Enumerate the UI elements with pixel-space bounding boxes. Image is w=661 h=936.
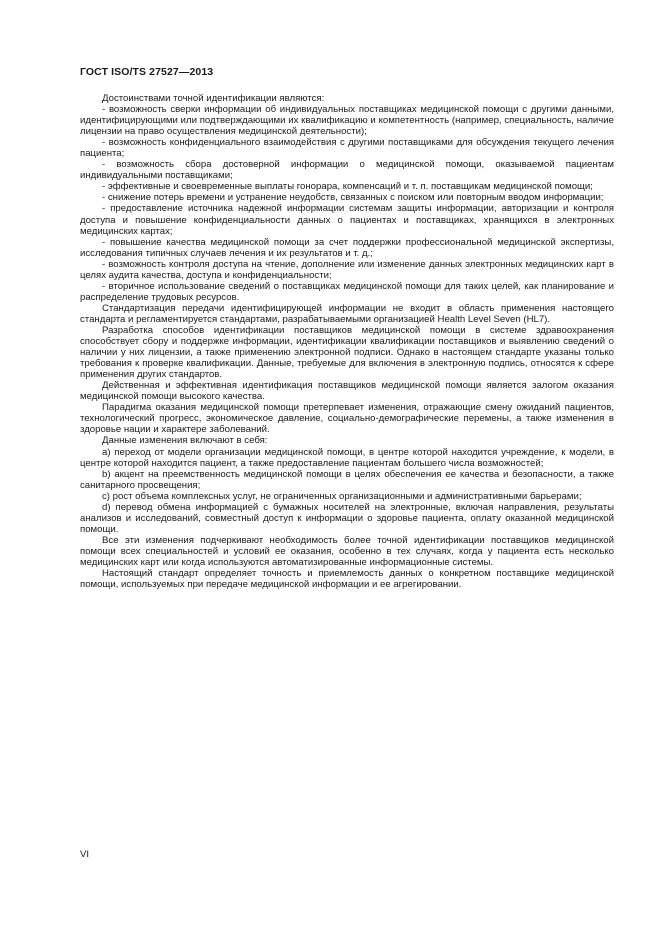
paragraph: - возможность сверки информации об индивидуальных поставщиках медицинской помощи с другими данными, идентифицирующими или подтверждающими их квалификацию и компетентность (например, специальность, наличие лицензии на право осуществления медицинской деятельности); [80,104,614,138]
paragraph: - вторичное использование сведений о поставщиках медицинской помощи для таких целей, как планирование и распределение трудовых ресурсов. [80,280,614,303]
paragraph: Данные изменения включают в себя: [102,435,268,447]
document-body [80,93,614,590]
paragraph: - возможность конфиденциального взаимодействия с другими поставщиками для обсуждения текущего лечения пациента; [80,137,614,160]
paragraph: b) акцент на преемственность медицинской помощи в целях обеспечения ее качества и безопасности, а также санитарного просвещения; [80,468,614,491]
paragraph: - возможность контроля доступа на чтение, дополнение или изменение данных электронных медицинских карт в целях аудита качества, доступа и конфиденциальности; [80,258,614,281]
document-header-code: ГОСТ ISO/TS 27527—2013 [80,66,214,78]
paragraph: a) переход от модели организации медицинской помощи, в центре которой находится учреждение, к модели, в центре которой находится пациент, а также предоставление пациентам большего числа возможностей; [80,446,614,469]
paragraph: Все эти изменения подчеркивают необходимость более точной идентификации поставщиков медицинской помощи всех специальностей и условий ее оказания, особенно в тех случаях, когда у пациента есть несколько медицинских карт или когда используются автоматизированные информационные системы. [80,534,614,568]
paragraph: Достоинствами точной идентификации являются: [102,93,325,104]
paragraph: Настоящий стандарт определяет точность и приемлемость данных о конкретном поставщике медицинской помощи, используемых при передаче медицинской информации и ее агрегировании. [80,568,614,591]
page-number: VI [80,849,90,860]
paragraph: c) рост объема комплексных услуг, не ограниченных организационными и административными барьерами; [102,490,582,502]
paragraph: - предоставление источника надежной информации системам защиты информации, авторизации и контроля доступа и повышение конфиденциальности данных о пациентах и поставщиках, хранящихся в электронных медицинских картах; [80,203,614,237]
paragraph: Парадигма оказания медицинской помощи претерпевает изменения, отражающие смену ожиданий пациентов, технологический прогресс, экономическое давление, социально-демографические перемены, а также изменения в здоровье нации и характере заболеваний. [80,402,614,436]
paragraph: - эффективные и своевременные выплаты гонорара, компенсаций и т. п. поставщикам медицинской помощи; [102,181,593,193]
paragraph: Стандартизация передачи идентифицирующей информации не входит в область применения настоящего стандарта и регламентируется стандартами, разрабатываемыми организацией Health Level Seven (HL7). [80,302,614,325]
paragraph: Действенная и эффективная идентификация поставщиков медицинской помощи является залогом оказания медицинской помощи высокого качества. [80,380,614,403]
paragraph: - возможность сбора достоверной информации о медицинской помощи, оказываемой пациентам индивидуальными поставщиками; [80,159,614,182]
paragraph: - повышение качества медицинской помощи за счет поддержки профессиональной медицинской экспертизы, исследования типичных случаев лечения и их результатов и т. д.; [80,236,614,259]
paragraph: - снижение потерь времени и устранение неудобств, связанных с поиском или повторным вводом информации; [102,192,604,204]
paragraph: Разработка способов идентификации поставщиков медицинской помощи в системе здравоохранения способствует сбору и поддержке информации, идентификации квалификации поставщиков и выявлению сведений о наличии у них лицензии, а также применению электронной подписи. Однако в настоящем стандарте указаны только требования к проверке квалификации. Данные, требуемые для включения в электронную подпись, относятся к сфере применения других стандартов. [80,324,614,381]
paragraph: d) перевод обмена информацией с бумажных носителей на электронные, включая направления, результаты анализов и исследований, совместный доступ к информации о здоровье пациента, оплату оказанной медицинской помощи. [80,501,614,535]
